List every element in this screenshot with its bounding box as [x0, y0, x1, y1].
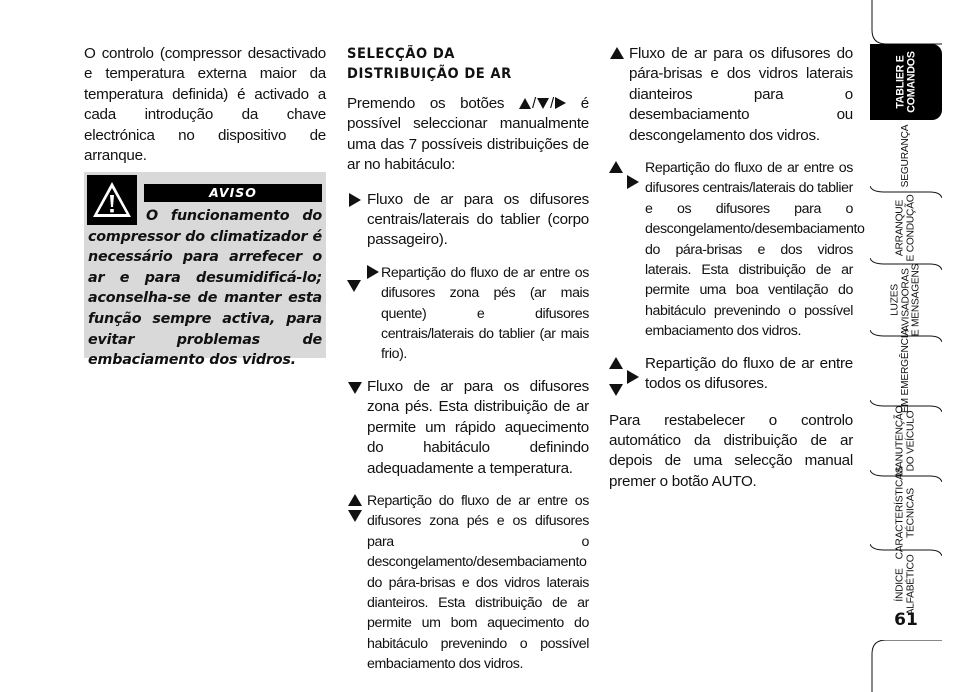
tab-seguranca[interactable]: SEGURANÇA	[899, 124, 911, 188]
column-right	[609, 44, 865, 506]
distribution-item: Fluxo de ar para os difusores do pára-brisas e dos vidros laterais dianteiros para o desembaciamento ou descongelamento dos vidros.	[609, 44, 853, 146]
arrow-up-down-icon	[347, 494, 365, 524]
tab-tablier-e-comandos[interactable]: TABLIER E COMANDOS	[870, 44, 942, 120]
arrow-right-icon	[555, 97, 566, 109]
tab-divider	[870, 470, 942, 482]
tab-caracteristicas-tecnicas[interactable]: CARACTERÍSTICAS TÉCNICAS	[894, 466, 916, 560]
section-heading	[347, 44, 581, 84]
intro-before: Premendo os botões	[347, 95, 505, 112]
heading-line-2: DISTRIBUIÇÃO DE AR	[347, 65, 512, 82]
warning-label: AVISO	[144, 184, 322, 202]
page-number: 61	[894, 610, 918, 630]
arrow-up-right-down-icon	[609, 357, 645, 397]
tab-divider	[870, 186, 942, 198]
intro-after: é possível seleccionar manualmente uma das 7 possíveis distribuições de ar no habitáculo:	[347, 95, 589, 174]
arrow-right-down-icon	[347, 266, 381, 296]
intro-paragraph: O controlo (compressor desactivado e temperatura externa maior da temperatura definida) é activado a cada introdução da chave electrónica no dispositivo de arranque.	[84, 45, 326, 165]
tab-divider	[870, 400, 942, 412]
separator: /	[550, 95, 555, 112]
arrow-up-icon	[609, 47, 627, 77]
distribution-item: Repartição do fluxo de ar entre os difusores centrais/laterais do tablier e os difusores para o descongelamento/desembaciamento do pára-brisas e dos vidros laterais. Esta distribuição de ar permite uma boa ventilação do habitáculo prevenindo o possível embaciamento dos vidros.	[609, 158, 853, 342]
arrow-up-icon	[519, 98, 531, 109]
arrow-right-icon	[347, 193, 365, 223]
tab-luzes-avisadoras[interactable]: LUZES AVISADORAS E MENSAGENS	[889, 263, 922, 337]
column-left	[84, 44, 326, 180]
tab-divider	[870, 258, 942, 270]
chapter-tab-bar	[870, 0, 942, 692]
warning-text: O funcionamento do compressor do climatizador é necessário para arrefecer o ar e para desumidificá-lo; aconselha-se de manter esta função sempre activa, para evitar problemas de embaciamento dos vidros.	[88, 208, 322, 369]
heading-line-1: SELECÇÃO DA	[347, 45, 455, 62]
distribution-intro	[347, 94, 589, 176]
distribution-item: Fluxo de ar para os difusores centrais/laterais do tablier (corpo passageiro).	[347, 190, 589, 251]
tab-divider	[870, 544, 942, 556]
distribution-item: Repartição do fluxo de ar entre todos os difusores.	[609, 354, 853, 395]
arrow-down-icon	[347, 380, 365, 410]
tab-arranque-e-conducao[interactable]: ARRANQUE E CONDUÇÃO	[894, 194, 916, 262]
tab-bar-bottom-curve	[870, 640, 942, 692]
tab-indice-alfabetico[interactable]: ÍNDICE ALFABÉTICO	[894, 554, 916, 616]
warning-box	[84, 172, 326, 369]
arrow-up-right-icon	[609, 161, 645, 191]
outro-paragraph: Para restabelecer o controlo automático da distribuição de ar depois de uma selecção manual premer o botão AUTO.	[609, 411, 853, 490]
tab-manutencao-do-veiculo[interactable]: MANUTENÇÃO DO VEÍCULO	[894, 405, 916, 477]
distribution-item: Repartição do fluxo de ar entre os difusores zona pés (ar mais quente) e difusores centrais/laterais do tablier (ar mais frio).	[347, 263, 589, 365]
separator: /	[532, 95, 537, 112]
column-middle	[347, 44, 589, 687]
tab-divider	[870, 330, 942, 342]
arrow-down-icon	[537, 98, 549, 109]
distribution-item: Repartição do fluxo de ar entre os difusores zona pés e os difusores para o descongelamento/desembaciamento do pára-brisas e dos vidros laterais dianteiros. Esta distribuição de ar permite um bom aquecimento do habitáculo prevenindo o possível embaciamento dos vidros.	[347, 491, 589, 675]
distribution-item: Fluxo de ar para os difusores zona pés. Esta distribuição de ar permite um rápido aquecimento do habitáculo definindo adequadamente a temperatura.	[347, 377, 589, 479]
tab-em-emergencia[interactable]: EM EMERGÊNCIA	[899, 328, 911, 414]
